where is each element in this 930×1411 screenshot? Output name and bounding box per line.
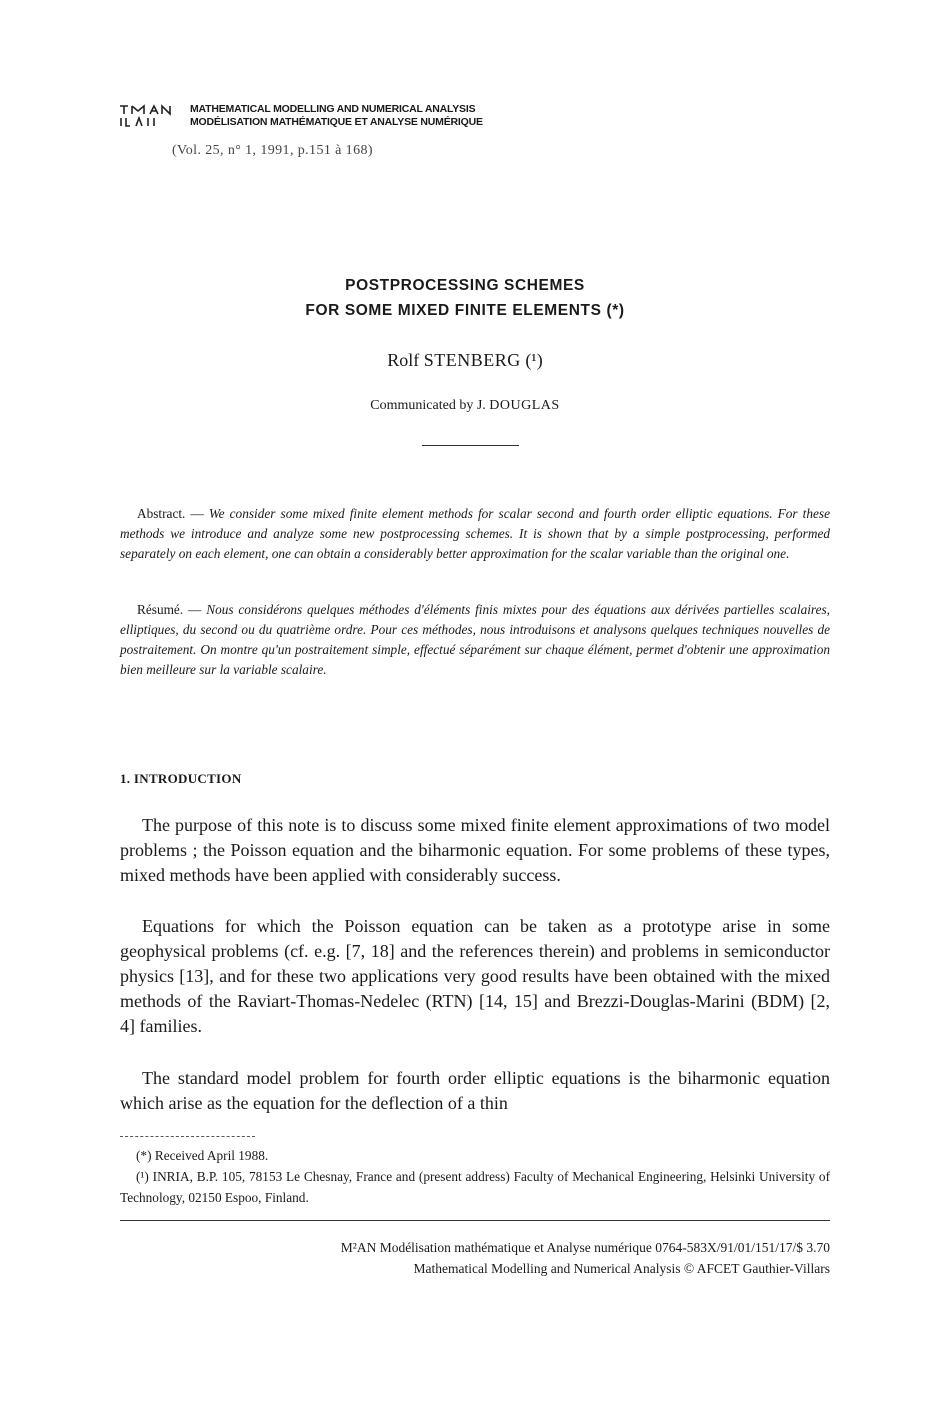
- title-divider: [422, 445, 519, 446]
- resume-label: Résumé. —: [137, 602, 202, 617]
- communicated-prefix: Communicated by J.: [370, 398, 486, 413]
- author: [0, 350, 930, 371]
- volume-reference: (Vol. 25, n° 1, 1991, p.151 à 168): [172, 143, 373, 158]
- journal-footer: [150, 1237, 830, 1279]
- author-footnote-mark: (¹): [525, 350, 543, 370]
- journal-name-fr: MODÉLISATION MATHÉMATIQUE ET ANALYSE NUMÉRIQUE: [190, 116, 483, 128]
- footer-line2: Mathematical Modelling and Numerical Analysis © AFCET Gauthier-Villars: [413, 1261, 830, 1276]
- author-given-name: Rolf: [387, 350, 420, 370]
- resume: [120, 600, 830, 680]
- abstract-text: We consider some mixed finite element methods for scalar second and fourth order elliptic equations. For these methods we introduce and analyze some new postprocessing schemes. It is shown that by a simple postprocessing, performed separately on each element, one can obtain a considerably better approximation for the scalar variable than the original one.: [120, 506, 831, 561]
- footnote-received: (*) Received April 1988.: [136, 1148, 269, 1163]
- body-paragraph-3: The standard model problem for fourth order elliptic equations is the biharmonic equation which arise as the equation for the deflection of a thin: [120, 1068, 830, 1113]
- footnote-affiliation: (¹) INRIA, B.P. 105, 78153 Le Chesnay, France and (present address) Faculty of Mechanical Engineering, Helsinki University of Technology, 02150 Espoo, Finland.: [120, 1169, 830, 1205]
- journal-name-en: MATHEMATICAL MODELLING AND NUMERICAL ANALYSIS: [190, 103, 476, 115]
- communicated-name: DOUGLAS: [489, 398, 560, 413]
- journal-name: [190, 103, 483, 129]
- abstract-label: Abstract. —: [137, 506, 204, 521]
- m2an-logo-icon: [118, 102, 180, 130]
- body-paragraph-1: The purpose of this note is to discuss some mixed finite element approximations of two model problems ; the Poisson equation and the biharmonic equation. For some problems of these types, mixed methods have been applied with considerably success.: [120, 815, 830, 885]
- footnote-separator: [120, 1136, 255, 1137]
- abstract: [120, 504, 830, 564]
- section-heading: 1. INTRODUCTION: [120, 771, 242, 786]
- author-surname: STENBERG: [423, 350, 521, 370]
- paper-title-line2: FOR SOME MIXED FINITE ELEMENTS (*): [305, 302, 625, 319]
- communicated-by: [0, 398, 930, 414]
- paper-title-line1: POSTPROCESSING SCHEMES: [345, 277, 585, 294]
- resume-text: Nous considérons quelques méthodes d'éléments finis mixtes pour des équations aux dérivées partielles scalaires, elliptiques, du second ou du quatrième ordre. Pour ces méthodes, nous introduisons et analysons quelques techniques nouvelles de postraitement. On montre qu'un postraitement simple, effectué séparément sur chaque élément, permet d'obtenir une approximation bien meilleure sur la variable scalaire.: [120, 602, 830, 677]
- footer-rule: [120, 1220, 830, 1221]
- footer-line1: M²AN Modélisation mathématique et Analyse numérique 0764-583X/91/01/151/17/$ 3.70: [340, 1240, 830, 1255]
- body-paragraph-2: Equations for which the Poisson equation can be taken as a prototype arise in some geophysical problems (cf. e.g. [7, 18] and the references therein) and problems in semiconductor physics [13], and for these two applications very good results have been obtained with the mixed methods of the Raviart-Thomas-Nedelec (RTN) [14, 15] and Brezzi-Douglas-Marini (BDM) [2, 4] families.: [120, 916, 830, 1036]
